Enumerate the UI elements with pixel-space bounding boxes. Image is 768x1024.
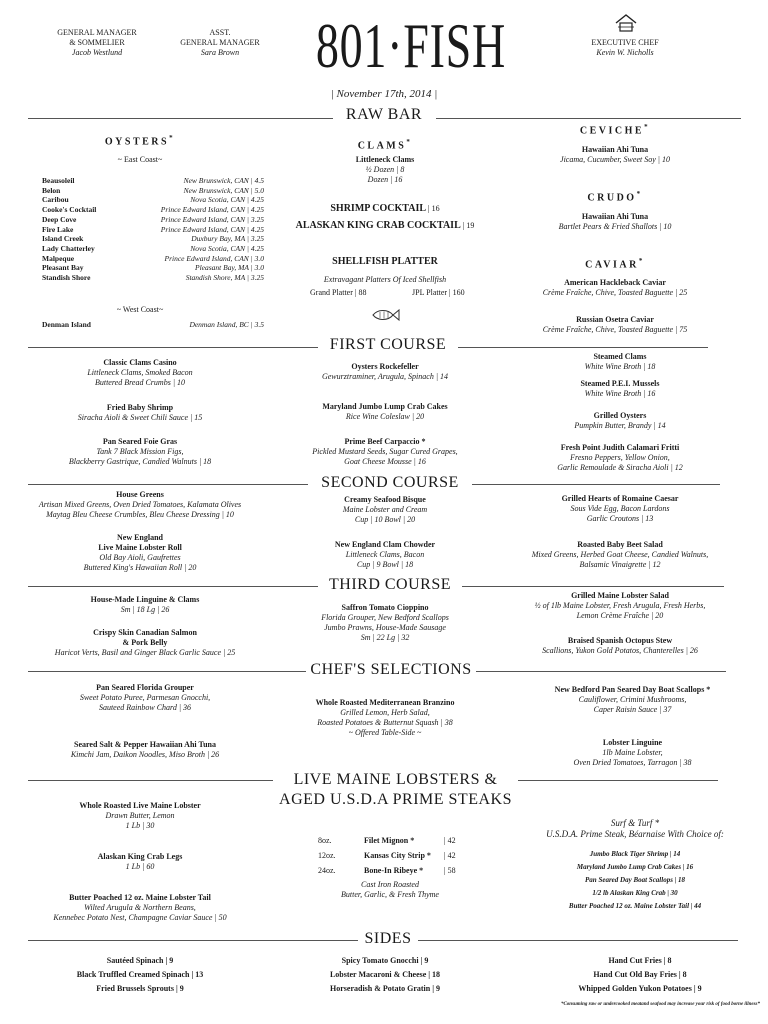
section-second-course: SECOND COURSE — [321, 474, 459, 491]
menu-item-description: Fresno Peppers, Yellow Onion, — [570, 453, 670, 462]
west-coast-label: ~ West Coast~ — [116, 305, 164, 314]
oyster-name: Fire Lake — [42, 224, 74, 234]
lobster-item — [40, 893, 240, 923]
oysters-title: OYSTERS — [104, 136, 170, 148]
restaurant-logo: 801·FISH — [315, 10, 507, 81]
surf-title: Surf & Turf * — [610, 818, 660, 828]
chefs-selection-item — [30, 683, 260, 713]
divider — [462, 586, 724, 587]
side-item: Spicy Tomato Gnocchi | 9 — [341, 956, 429, 965]
menu-item-description: Pickled Mustard Seeds, Sugar Cured Grapes, — [312, 447, 458, 456]
crudo-star: * — [636, 190, 643, 198]
menu-item-description: Tank 7 Black Mission Figs, — [96, 447, 184, 456]
first-course-item — [510, 379, 730, 399]
raw-food-footnote: *Consuming raw or undercooked meatand seafood may increase your risk of food borne illness* — [560, 1002, 760, 1007]
first-course-item — [280, 362, 490, 382]
jpl-platter: JPL Platter | 160 — [412, 288, 465, 297]
steak-price: | 42 — [444, 836, 456, 845]
menu-item-name: Fresh Point Judith Calamari Fritti — [560, 443, 680, 452]
menu-item-description: Florida Grouper, New Bedford Scallops — [321, 613, 449, 622]
chefs-selection-item — [290, 698, 480, 738]
oysters-star: * — [169, 134, 176, 142]
menu-item-description: Rice Wine Coleslaw | 20 — [345, 412, 425, 421]
first-course-item — [510, 443, 730, 473]
menu-item-description: Cauliflower, Crimini Mushrooms, — [578, 695, 687, 704]
surf-and-turf — [525, 818, 745, 840]
oyster-origin-price: New Brunswick, CAN | 5.0 — [183, 185, 264, 195]
oyster-origin-price: Prince Edward Island, CAN | 3.25 — [160, 214, 264, 224]
side-item: Sautéed Spinach | 9 — [106, 956, 174, 965]
caviar-star: * — [638, 257, 645, 265]
menu-item-name: Butter Poached 12 oz. Maine Lobster Tail — [69, 893, 211, 902]
ceviche-desc: Jicama, Cucumber, Sweet Soy | 10 — [560, 155, 670, 164]
divider — [28, 586, 318, 587]
menu-item-name: Whole Roasted Live Maine Lobster — [79, 801, 201, 810]
menu-item-name: Classic Clams Casino — [103, 358, 177, 367]
surf-addon: Pan Seared Day Boat Scallops | 18 — [585, 876, 685, 884]
steak-price: | 42 — [444, 851, 456, 860]
shrimp-cocktail-name: SHRIMP COCKTAIL — [330, 203, 427, 214]
section-chefs-selections: CHEF'S SELECTIONS — [310, 661, 472, 678]
menu-item-description: Sm | 22 Lg | 32 — [360, 633, 410, 642]
steak-note — [300, 880, 480, 900]
chefs-selection-item — [520, 685, 745, 715]
caviar-desc-2: Crème Fraîche, Chive, Toasted Baguette | 75 — [542, 325, 688, 334]
menu-item-description: ~ Offered Table-Side ~ — [348, 728, 422, 737]
steak-weight: 24oz. — [318, 866, 336, 875]
first-course-item — [30, 358, 250, 388]
menu-item-description: Littleneck Clams, Smoked Bacon — [87, 368, 193, 377]
menu-item-name: Fried Baby Shrimp — [106, 403, 174, 412]
menu-item-name: Grilled Maine Lobster Salad — [571, 591, 669, 600]
steak-name: Filet Mignon * — [364, 836, 415, 845]
ceviche-item: Hawaiian Ahi Tuna — [581, 145, 649, 154]
menu-item-name: Whole Roasted Mediterranean Branzino — [315, 698, 455, 707]
divider — [28, 347, 318, 348]
menu-item-description: Grilled Lemon, Herb Salad, — [340, 708, 430, 717]
oyster-name: Standish Shore — [42, 273, 91, 282]
shrimp-cocktail — [280, 203, 490, 214]
third-course-item — [285, 603, 485, 643]
lobster-item — [40, 801, 240, 831]
menu-item-description: 1lb Maine Lobster, — [602, 748, 663, 757]
ceviche-block — [530, 145, 700, 165]
caviar-title: CAVIAR — [585, 259, 639, 271]
oyster-name: Lady Chatterley — [42, 243, 95, 253]
menu-item-description: Maytag Bleu Cheese Crumbles, Bleu Cheese Dressing | 10 — [46, 510, 234, 519]
menu-item-description: Garlic Remoulade & Siracha Aioli | 12 — [557, 463, 683, 472]
menu-item-description: Goat Cheese Mousse | 16 — [344, 457, 426, 466]
menu-item-description: Old Bay Aioli, Gaufrettes — [99, 553, 181, 562]
menu-item-name: Grilled Hearts of Romaine Caesar — [561, 494, 679, 503]
crab-cocktail-price: | 19 — [460, 221, 475, 230]
side-item: Hand Cut Old Bay Fries | 8 — [593, 970, 687, 979]
second-course-item — [290, 540, 480, 570]
oyster-origin-price: Pleasant Bay, MA | 3.0 — [195, 263, 264, 273]
chefs-selection-item — [30, 740, 260, 760]
chef-title: EXECUTIVE CHEF — [591, 38, 659, 47]
section-lobsters-line-2: AGED U.S.D.A PRIME STEAKS — [279, 791, 512, 808]
oyster-origin-price: Prince Edward Island, CAN | 3.0 — [164, 253, 264, 263]
caviar-item-1: American Hackleback Caviar — [564, 278, 666, 287]
clams-star: * — [406, 138, 413, 146]
second-course-item — [290, 495, 480, 525]
menu-item-description: Roasted Potatoes & Butternut Squash | 38 — [317, 718, 453, 727]
crab-cocktail — [270, 220, 500, 231]
caviar-american — [520, 278, 710, 298]
divider — [28, 118, 333, 119]
menu-item-description: Mixed Greens, Herbed Goat Cheese, Candied Walnuts, — [531, 550, 709, 559]
menu-item-name: Prime Beef Carpaccio * — [344, 437, 426, 446]
side-item: Fried Brussels Sprouts | 9 — [96, 984, 184, 993]
first-course-item — [30, 437, 250, 467]
menu-item-description: Sous Vide Egg, Bacon Lardons — [570, 504, 670, 513]
oyster-name: Caribou — [42, 195, 69, 205]
oyster-name: Pleasant Bay — [42, 263, 84, 273]
menu-item-description: 1 Lb | 60 — [125, 862, 155, 871]
steak-note-2: Butter, Garlic, & Fresh Thyme — [341, 890, 439, 899]
section-raw-bar: RAW BAR — [345, 106, 423, 123]
menu-item-description: Scallions, Yukon Gold Potatos, Chanterelles | 26 — [542, 646, 698, 655]
first-course-item — [510, 411, 730, 431]
oyster-name: Beausoleil — [42, 176, 75, 185]
menu-item-description: Siracha Aioli & Sweet Chili Sauce | 15 — [77, 413, 203, 422]
section-third-course: THIRD COURSE — [328, 576, 451, 593]
third-course-item — [30, 595, 260, 615]
caviar-desc-1: Crème Fraîche, Chive, Toasted Baguette | 25 — [542, 288, 688, 297]
chef-block — [555, 38, 695, 58]
gm-title-2: & SOMMELIER — [69, 38, 125, 47]
crudo-title: CRUDO — [587, 192, 637, 204]
clams-item: Littleneck Clams — [355, 155, 415, 164]
surf-addon: Butter Poached 12 oz. Maine Lobster Tail | 44 — [568, 902, 702, 910]
menu-item-description: Drawn Butter, Lemon — [105, 811, 175, 820]
crudo-heading — [560, 190, 670, 203]
surf-subtitle: U.S.D.A. Prime Steak, Béarnaise With Choice of: — [546, 829, 724, 839]
menu-item-description: Balsamic Vinaigrette | 12 — [579, 560, 661, 569]
divider — [28, 780, 273, 781]
menu-item-description: Artisan Mixed Greens, Oven Dried Tomatoes, Kalamata Olives — [38, 500, 242, 509]
side-item: Horseradish & Potato Gratin | 9 — [330, 984, 440, 993]
second-course-item — [20, 490, 260, 520]
oyster-name: Malpeque — [42, 253, 75, 263]
steak-weight: 12oz. — [318, 851, 336, 860]
menu-item-name: & Pork Belly — [122, 638, 168, 647]
menu-item-name: Crispy Skin Canadian Salmon — [93, 628, 197, 637]
menu-item-description: Kimchi Jam, Daikon Noodles, Miso Broth | 26 — [70, 750, 220, 759]
second-course-item — [510, 494, 730, 524]
menu-item-name: Pan Seared Foie Gras — [102, 437, 178, 446]
menu-item-description: Buttered King's Hawaiian Roll | 20 — [83, 563, 197, 572]
divider — [28, 484, 308, 485]
gm-title-1: GENERAL MANAGER — [57, 28, 137, 37]
divider — [518, 780, 718, 781]
menu-item-description: Gewurztraminer, Arugula, Spinach | 14 — [321, 372, 449, 381]
second-course-item — [510, 540, 730, 570]
agm-title-2: GENERAL MANAGER — [180, 38, 260, 47]
divider — [458, 347, 708, 348]
steak-name: Kansas City Strip * — [364, 851, 431, 860]
oyster-name: Belon — [42, 185, 61, 195]
chefs-selection-item — [520, 738, 745, 768]
chef-name: Kevin W. Nicholls — [596, 48, 654, 57]
menu-item-description: White Wine Broth | 16 — [584, 389, 656, 398]
oyster-origin-price: Standish Shore, MA | 3.25 — [185, 273, 264, 282]
oyster-name: Denman Island — [42, 320, 91, 329]
menu-item-name: Oysters Rockefeller — [351, 362, 419, 371]
oyster-name: Deep Cove — [42, 214, 77, 224]
east-coast-label: ~ East Coast~ — [117, 155, 163, 164]
oyster-origin-price: Prince Edward Island, CAN | 4.25 — [160, 224, 264, 234]
oysters-heading — [90, 134, 190, 147]
first-course-item — [280, 437, 490, 467]
menu-item-name: New England — [116, 533, 163, 542]
menu-item-description: Sweet Potato Puree, Parmesan Gnocchi, — [79, 693, 211, 702]
divider — [28, 940, 358, 941]
third-course-item — [505, 591, 735, 621]
menu-item-description: Oven Dried Tomatoes, Tarragon | 38 — [573, 758, 692, 767]
shrimp-cocktail-price: | 16 — [426, 204, 440, 213]
crudo-desc: Bartlet Pears & Fried Shallots | 10 — [558, 222, 672, 231]
surf-addon: Jumbo Black Tiger Shrimp | 14 — [589, 850, 681, 858]
menu-item-name: House Greens — [116, 490, 164, 499]
third-course-item — [30, 628, 260, 658]
menu-item-description: Caper Raisin Sauce | 37 — [593, 705, 672, 714]
menu-item-name: House-Made Linguine & Clams — [90, 595, 200, 604]
menu-item-name: Steamed Clams — [593, 352, 647, 361]
ceviche-title: CEVICHE — [579, 125, 645, 137]
menu-item-description: Sm | 18 Lg | 26 — [120, 605, 170, 614]
side-item: Lobster Macaroni & Cheese | 18 — [329, 970, 441, 979]
third-course-item — [505, 636, 735, 656]
menu-item-description: Maine Lobster and Cream — [342, 505, 428, 514]
steak-price: | 58 — [444, 866, 456, 875]
oyster-origin-price: New Brunswick, CAN | 4.5 — [183, 176, 264, 185]
fish-icon — [370, 308, 400, 322]
menu-item-name: New England Clam Chowder — [334, 540, 436, 549]
menu-item-description: Cup | 10 Bowl | 20 — [354, 515, 416, 524]
oyster-name: Island Creek — [42, 234, 84, 244]
oyster-origin-price: Nova Scotia, CAN | 4.25 — [190, 195, 264, 205]
menu-date: | November 17th, 2014 | — [330, 88, 438, 100]
side-item: Whipped Golden Yukon Potatoes | 9 — [578, 984, 702, 993]
section-lobsters-line-1: LIVE MAINE LOBSTERS & — [293, 771, 498, 788]
steak-weight: 8oz. — [318, 836, 332, 845]
clams-heading — [330, 138, 440, 151]
menu-item-name: Braised Spanish Octopus Stew — [567, 636, 673, 645]
menu-item-name: Lobster Linguine — [602, 738, 663, 747]
agm-name: Sara Brown — [200, 48, 240, 57]
menu-item-description: White Wine Broth | 18 — [584, 362, 656, 371]
first-course-item — [510, 352, 730, 372]
second-course-item — [20, 533, 260, 573]
side-item: Black Truffled Creamed Spinach | 13 — [76, 970, 204, 979]
menu-item-name: Maryland Jumbo Lump Crab Cakes — [322, 402, 448, 411]
steak-note-1: Cast Iron Roasted — [361, 880, 419, 889]
oyster-origin-price: Duxbury Bay, MA | 3.25 — [191, 234, 264, 244]
caviar-item-2: Russian Osetra Caviar — [576, 315, 654, 324]
menu-item-name: New Bedford Pan Seared Day Boat Scallops * — [554, 685, 711, 694]
oyster-origin-price: Prince Edward Island, CAN | 4.25 — [160, 205, 264, 215]
crudo-item: Hawaiian Ahi Tuna — [581, 212, 649, 221]
oyster-name: Cooke's Cocktail — [42, 205, 97, 215]
caviar-russian — [520, 315, 710, 335]
surf-addon: 1/2 lb Alaskan King Crab | 30 — [592, 889, 678, 897]
section-sides: SIDES — [364, 930, 412, 947]
menu-item-description: Kennebec Potato Nest, Champagne Caviar Sauce | 50 — [53, 913, 227, 922]
crab-cocktail-name: ALASKAN KING CRAB COCKTAIL — [295, 220, 461, 231]
clams-title: CLAMS — [357, 140, 407, 152]
menu-item-description: Littleneck Clams, Bacon — [345, 550, 425, 559]
first-course-item — [30, 403, 250, 423]
menu-item-name: Seared Salt & Pepper Hawaiian Ahi Tuna — [74, 740, 216, 749]
menu-item-name: Steamed P.E.I. Mussels — [580, 379, 660, 388]
first-course-item — [280, 402, 490, 422]
crudo-block — [530, 212, 700, 232]
side-item: Hand Cut Fries | 8 — [608, 956, 672, 965]
menu-item-name: Grilled Oysters — [593, 411, 647, 420]
menu-item-description: ½ of 1lb Maine Lobster, Fresh Arugula, Fresh Herbs, — [534, 601, 706, 610]
grand-platter: Grand Platter | 88 — [310, 288, 367, 297]
agm-block — [150, 28, 290, 58]
shellfish-platter-desc: Extravagant Platters Of Iced Shellfish — [323, 275, 447, 284]
section-lobsters-steaks — [273, 770, 518, 810]
divider — [28, 671, 306, 672]
ceviche-heading — [560, 123, 670, 136]
surf-addon: Maryland Jumbo Lump Crab Cakes | 16 — [576, 863, 694, 871]
menu-item-description: Wilted Arugula & Northern Beans, — [84, 903, 196, 912]
gm-name: Jacob Westlund — [71, 48, 123, 57]
menu-item-description: 1 Lb | 30 — [125, 821, 155, 830]
menu-item-name: Creamy Seafood Bisque — [344, 495, 426, 504]
menu-item-description: Haricot Verts, Basil and Ginger Black Garlic Sauce | 25 — [54, 648, 236, 657]
divider — [436, 118, 741, 119]
clams-half-dozen: ½ Dozen | 8 — [365, 165, 405, 174]
divider — [476, 671, 726, 672]
menu-item-name: Pan Seared Florida Grouper — [96, 683, 194, 692]
oyster-origin-price: Nova Scotia, CAN | 4.25 — [190, 243, 264, 253]
menu-item-description: Garlic Croutons | 13 — [586, 514, 654, 523]
menu-item-name: Saffron Tomato Cioppino — [341, 603, 429, 612]
divider — [418, 940, 738, 941]
section-first-course: FIRST COURSE — [329, 336, 447, 353]
oyster-origin-price: Denman Island, BC | 3.5 — [189, 320, 264, 329]
menu-item-name: Roasted Baby Beet Salad — [577, 540, 663, 549]
agm-title-1: ASST. — [209, 28, 231, 37]
menu-item-description: Pumpkin Butter, Brandy | 14 — [574, 421, 666, 430]
menu-item-description: Jumbo Prawns, House-Made Sausage — [324, 623, 446, 632]
menu-item-description: Buttered Bread Crumbs | 10 — [94, 378, 186, 387]
clams-block — [310, 155, 460, 185]
menu-item-description: Sauteed Rainbow Chard | 36 — [98, 703, 192, 712]
menu-item-description: Cup | 9 Bowl | 18 — [356, 560, 414, 569]
steak-name: Bone-In Ribeye * — [364, 866, 424, 875]
menu-item-name: Alaskan King Crab Legs — [97, 852, 183, 861]
menu-item-description: Lemon Crème Fraîche | 20 — [576, 611, 664, 620]
divider — [472, 484, 720, 485]
house-icon — [612, 13, 640, 33]
caviar-heading — [560, 257, 670, 270]
lobster-item — [40, 852, 240, 872]
ceviche-star: * — [644, 123, 651, 131]
shellfish-platter-title: SHELLFISH PLATTER — [332, 256, 438, 267]
clams-dozen: Dozen | 16 — [367, 175, 403, 184]
menu-item-description: Blackberry Gastrique, Candied Walnuts | 18 — [68, 457, 212, 466]
menu-item-name: Live Maine Lobster Roll — [98, 543, 182, 552]
